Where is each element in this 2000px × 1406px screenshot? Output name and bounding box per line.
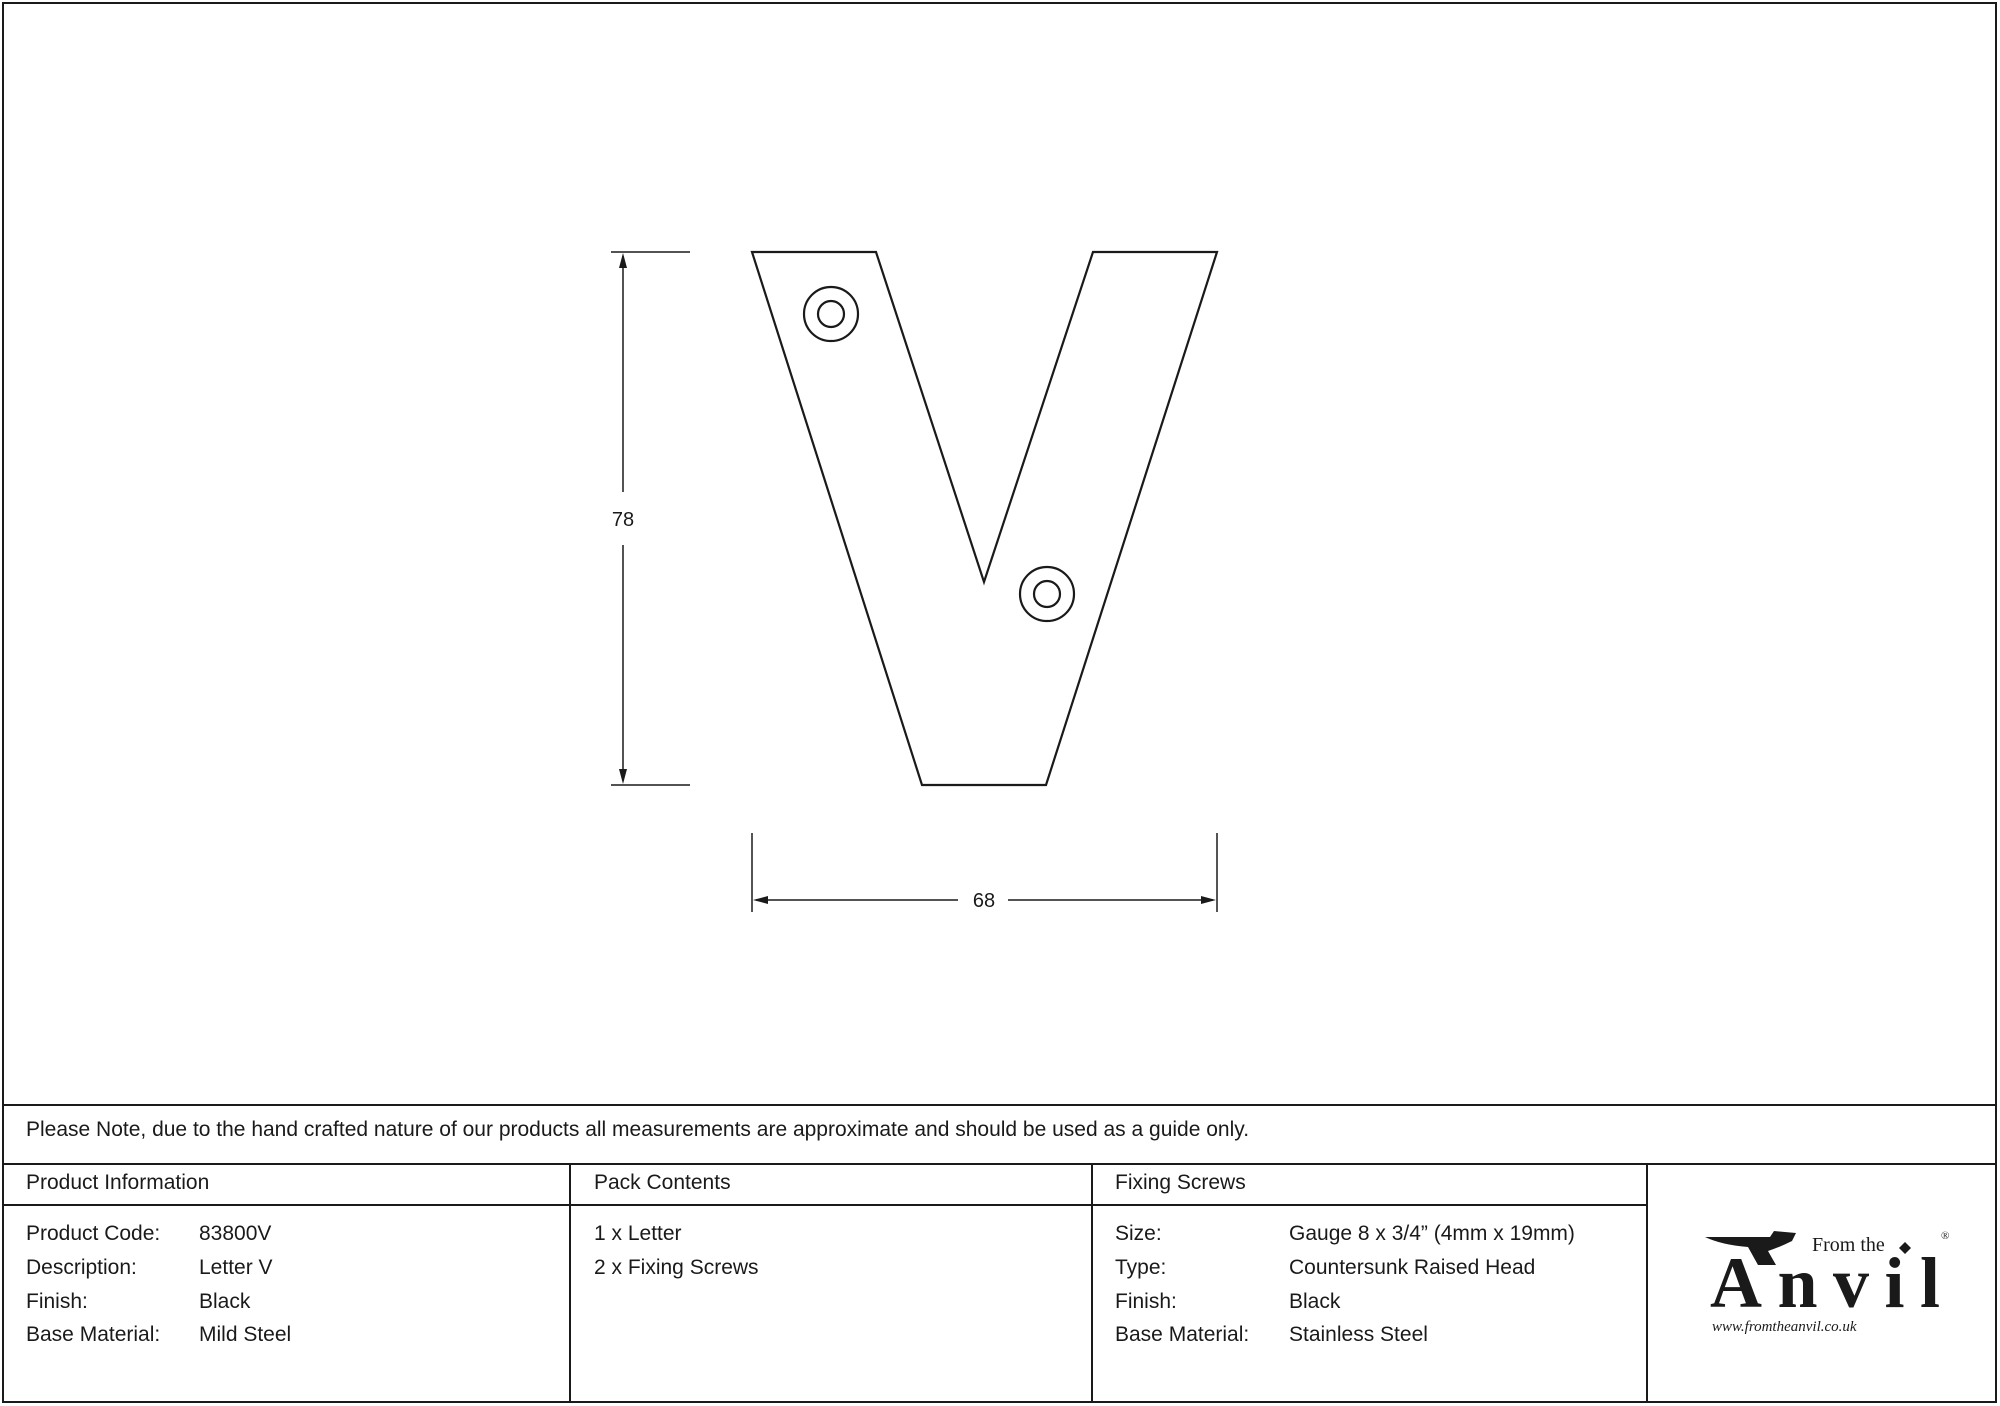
logo-from-the: From the	[1812, 1234, 1885, 1256]
screw-type-value: Countersunk Raised Head	[1289, 1256, 1536, 1279]
fixing-screws-title: Fixing Screws	[1115, 1171, 1246, 1194]
screw-finish-value: Black	[1289, 1290, 1341, 1313]
note-bottom-border	[2, 1163, 1997, 1165]
column-divider-2	[1091, 1163, 1093, 1403]
column-divider-3	[1646, 1163, 1648, 1403]
screw-finish-label: Finish:	[1115, 1290, 1177, 1313]
product-information-title: Product Information	[26, 1171, 210, 1194]
measurement-note: Please Note, due to the hand crafted nature of our products all measurements are approximate and should be used as a guide only.	[26, 1118, 1250, 1141]
fixing-hole-bottom	[1020, 567, 1074, 621]
letter-v-outline	[752, 252, 1217, 785]
pack-item: 2 x Fixing Screws	[594, 1256, 759, 1279]
fixing-hole-top	[804, 287, 858, 341]
height-dimension	[611, 252, 690, 785]
logo-website: www.fromtheanvil.co.uk	[1712, 1319, 1857, 1335]
screw-size-label: Size:	[1115, 1222, 1162, 1245]
screw-type-label: Type:	[1115, 1256, 1167, 1279]
pack-contents-title: Pack Contents	[594, 1171, 731, 1194]
width-dimension-label: 68	[972, 890, 996, 912]
screw-material-value: Stainless Steel	[1289, 1323, 1428, 1346]
from-the-anvil-logo	[1700, 1225, 1960, 1345]
description-label: Description:	[26, 1256, 137, 1279]
panel-top-border	[2, 1104, 1997, 1106]
pack-item: 1 x Letter	[594, 1222, 682, 1245]
finish-value: Black	[199, 1290, 251, 1313]
header-row-border	[2, 1204, 1647, 1206]
width-dimension	[752, 833, 1217, 912]
screw-size-value: Gauge 8 x 3/4” (4mm x 19mm)	[1289, 1222, 1575, 1245]
description-value: Letter V	[199, 1256, 273, 1279]
product-code-label: Product Code:	[26, 1222, 161, 1245]
height-dimension-label: 78	[611, 509, 635, 531]
base-material-value: Mild Steel	[199, 1323, 292, 1346]
product-code-value: 83800V	[199, 1222, 272, 1245]
column-divider-1	[569, 1163, 571, 1403]
logo-registered: ®	[1941, 1230, 1950, 1242]
logo-anvil-wordmark: Anvil	[1710, 1243, 1940, 1323]
screw-material-label: Base Material:	[1115, 1323, 1250, 1346]
finish-label: Finish:	[26, 1290, 88, 1313]
base-material-label: Base Material:	[26, 1323, 161, 1346]
